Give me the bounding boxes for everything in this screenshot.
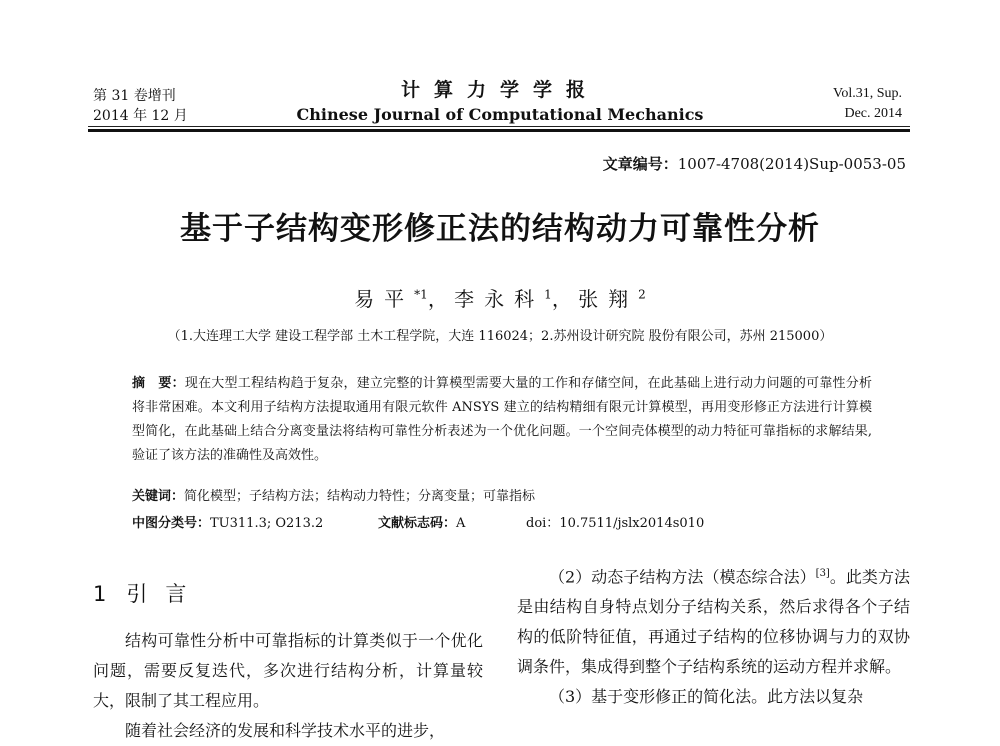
- keywords: [132, 485, 535, 504]
- author-name: 李永科: [454, 287, 545, 311]
- doi: [526, 512, 704, 531]
- section-heading: [93, 578, 204, 608]
- body-right-column: [517, 559, 910, 712]
- citation: [3]: [815, 568, 830, 579]
- doi-value: 10.7511/jslx2014s010: [559, 516, 705, 531]
- author-list: [0, 283, 1000, 312]
- author-name: 张翔: [578, 287, 639, 311]
- doc-code-label: 文献标志码：: [378, 516, 457, 531]
- body-left-column: [93, 626, 483, 746]
- abstract-label: 摘 要：: [132, 376, 185, 391]
- author-separator: ，: [551, 287, 572, 311]
- paper-title: 基于子结构变形修正法的结构动力可靠性分析: [180, 211, 820, 247]
- paragraph: 结构可靠性分析中可靠指标的计算类似于一个优化问题，需要反复迭代，多次进行结构分析，计算量较大，限制了其工程应用。: [93, 631, 483, 710]
- paragraph-text: （2）动态子结构方法（模态综合法）: [549, 567, 816, 587]
- issue-date: 2014 年 12 月: [93, 108, 188, 124]
- header-rule-thin: [88, 126, 910, 127]
- article-number-value: 1007-4708(2014)Sup-0053-05: [677, 155, 906, 173]
- keywords-text: 简化模型；子结构方法；结构动力特性；分离变量；可靠指标: [184, 489, 536, 504]
- doc-code-value: A: [456, 516, 466, 531]
- doi-label: doi：: [526, 516, 560, 531]
- paragraph: 随着社会经济的发展和科学技术水平的进步，: [125, 721, 446, 740]
- volume-en: Vol.31, Sup.: [833, 86, 902, 101]
- author-separator: ，: [427, 287, 448, 311]
- abstract: [132, 372, 872, 468]
- keywords-label: 关键词：: [132, 489, 185, 504]
- abstract-text: 现在大型工程结构趋于复杂，建立完整的计算模型需要大量的工作和存储空间，在此基础上进行动力问题的可靠性分析将非常困难。本文利用子结构方法提取通用有限元软件 ANSYS 建立的结构精细有限元计算模型，再用变形修正方法进行计算模型简化，在此基础上结合分离变量法将结构可靠性分析表述为一个优化问题。一个空间壳体模型的动力特征可靠指标的求解结果,验证了该方法的准确性及高效性。: [132, 376, 872, 463]
- paragraph: [517, 559, 910, 682]
- author-affil-mark: 1: [544, 287, 552, 302]
- paragraph: （3）基于变形修正的简化法。此方法以复杂: [549, 687, 864, 707]
- paragraph-text: 。此类方法是由结构自身特点划分子结构关系，然后求得各个子结构的低阶特征值，再通过子结构的位移协调与力的双协调条件，集成得到整个子结构系统的运动方程并求解。: [517, 567, 910, 677]
- header-rule-thick: [88, 129, 910, 132]
- article-number-label: 文章编号：: [602, 155, 678, 173]
- author-affil-mark: 2: [638, 287, 646, 302]
- journal-title-cn: 计算力学学报: [400, 79, 599, 101]
- volume-issue: 第 31 卷增刊: [93, 88, 176, 104]
- date-en: Dec. 2014: [844, 106, 902, 121]
- running-header-right: [833, 84, 902, 124]
- author-affil-mark: *1: [414, 287, 428, 302]
- document-code: [378, 512, 526, 531]
- classification-line: [132, 512, 872, 531]
- section-number: 1: [93, 582, 107, 606]
- clc-label: 中图分类号：: [132, 516, 211, 531]
- section-title: 引言: [126, 582, 205, 606]
- author-name: 易平: [354, 287, 415, 311]
- journal-title-en: Chinese Journal of Computational Mechanics: [296, 105, 704, 124]
- clc-code: [132, 512, 378, 531]
- clc-value: TU311.3; O213.2: [210, 516, 324, 531]
- article-number: [603, 153, 906, 174]
- affiliation: （1.大连理工大学 建设工程学部 土木工程学院，大连 116024；2.苏州设计研究院 股份有限公司，苏州 215000）: [167, 329, 833, 344]
